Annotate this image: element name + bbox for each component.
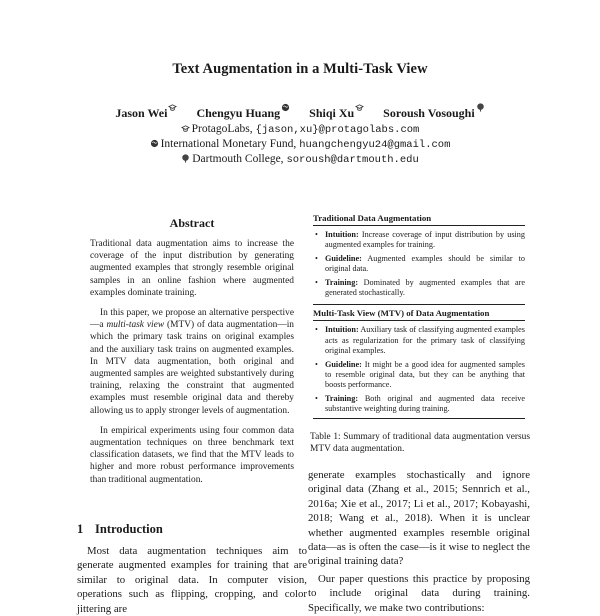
abstract-text: In this paper, we propose an alternative perspective—a (90, 308, 294, 331)
abstract-emphasis: multi-task view (106, 320, 165, 331)
list-item (313, 360, 525, 391)
abstract-paragraph-3: In empirical experiments using four common data augmentation techniques on three benchmark text classification datasets, we find that the MTV leads to higher and more robust performance improvements than traditional augmentation. (90, 425, 294, 485)
affiliation-org: International Monetary Fund, (160, 138, 300, 150)
tree-icon (181, 154, 190, 163)
caption-text: Table 1: Summary of traditional data augmentation versus MTV data augmentation. (310, 432, 530, 454)
item-text: Auxiliary task of classifying augmented examples acts as regularization for the primary task of classifying original examples. (325, 325, 525, 356)
abstract-paragraph-1: Traditional data augmentation aims to increase the coverage of the input distribution by generating augmented examples that strongly resemble original samples in an online fashion where augmented examples dominate training. (90, 239, 294, 298)
affiliation-email[interactable]: huangchengyu24@gmail.com (299, 139, 451, 151)
item-text: Dominated by augmented examples that are generated stochastically. (325, 277, 525, 298)
item-label: Intuition: (325, 325, 359, 335)
right-column-body (308, 468, 530, 615)
affiliation-org: ProtagoLabs, (191, 123, 256, 135)
author-list (0, 103, 600, 121)
author-name: Shiqi Xu (309, 106, 355, 120)
author-name: Soroush Vosoughi (383, 106, 475, 120)
section-title: Introduction (95, 522, 163, 536)
item-label: Guideline: (325, 253, 362, 263)
affiliation-email[interactable]: soroush@dartmouth.edu (286, 154, 419, 166)
bullet: • (315, 230, 318, 239)
table-1 (313, 213, 525, 419)
item-label: Intuition: (325, 230, 359, 239)
body-paragraph-1: generate examples stochastically and ignore original data (Zhang et al., 2015; Sennrich et al., 2016a; Xie et al., 2017; Li et al., 2017; Kobayashi, 2018; Wang et al., 2018). When it is unclear whether augmented examples resemble original data—as is often the case—is it wise to neglect the original training data? (308, 469, 530, 568)
list-item (313, 325, 525, 356)
list-item (313, 278, 525, 299)
abstract-paragraph-2 (90, 307, 294, 417)
affiliation-org: Dartmouth College, (192, 153, 287, 165)
intro-body (77, 544, 307, 616)
tree-icon (476, 103, 485, 112)
affiliation-3 (0, 153, 600, 166)
author-4 (383, 103, 485, 121)
author-2 (196, 103, 290, 121)
item-label: Training: (325, 393, 359, 403)
abstract-heading: Abstract (169, 216, 215, 230)
affiliation-1 (0, 123, 600, 136)
hat-icon (355, 103, 364, 112)
globe-icon (281, 103, 290, 112)
item-label: Guideline: (325, 359, 362, 369)
bullet: • (315, 325, 318, 335)
abstract-body (90, 238, 294, 486)
intro-paragraph-1: Most data augmentation techniques aim to generate augmented examples for training that are similar to original data. In computer vision, operations such as flipping, cropping, and color jittering are (77, 545, 307, 615)
item-text: It might be a good idea for augmented samples to resemble original data, but they can be anything that boosts performance. (325, 359, 525, 390)
list-item (313, 230, 525, 251)
table-section-heading: Multi-Task View (MTV) of Data Augmentation (313, 304, 525, 321)
table-section-heading: Traditional Data Augmentation (313, 213, 525, 226)
hat-icon (168, 103, 177, 112)
paper-title: Text Augmentation in a Multi-Task View (172, 61, 428, 77)
item-text: Increase coverage of input distribution by using augmented examples for training. (325, 230, 525, 250)
bullet: • (315, 359, 318, 369)
author-name: Jason Wei (115, 106, 168, 120)
bullet: • (315, 253, 318, 263)
section-heading-introduction (77, 522, 163, 537)
table-section-2-list (313, 325, 525, 414)
list-item (313, 394, 525, 415)
author-3 (309, 103, 364, 121)
section-number: 1 (77, 522, 84, 536)
author-name: Chengyu Huang (196, 106, 281, 120)
affiliation-2 (0, 138, 600, 151)
globe-icon (150, 139, 159, 148)
item-label: Training: (325, 277, 359, 287)
body-paragraph-2: Our paper questions this practice by proposing to include original data during training. Specifically, we make two contributions: (308, 572, 530, 614)
abstract-text: (MTV) of data augmentation—in which the primary task trains on original examples and the auxiliary task trains on augmented examples. In MTV data augmentation, both original and augmented samples are weighted substantively during training, relaxing the constraint that augmented examples must resemble original data and thereby allowing us to apply stronger levels of augmentation. (90, 320, 294, 416)
table-caption (310, 431, 530, 455)
bullet: • (315, 277, 318, 287)
list-item (313, 254, 525, 275)
item-text: Both original and augmented data receive substantive weighting during training. (325, 393, 525, 414)
affiliation-email[interactable]: {jason,xu}@protagolabs.com (255, 124, 420, 136)
table-section-1-list (313, 230, 525, 298)
author-1 (115, 103, 177, 121)
table-bottom-rule (313, 418, 525, 419)
hat-icon (181, 124, 190, 133)
bullet: • (315, 393, 318, 403)
item-text: Augmented examples should be similar to original data. (325, 253, 525, 274)
